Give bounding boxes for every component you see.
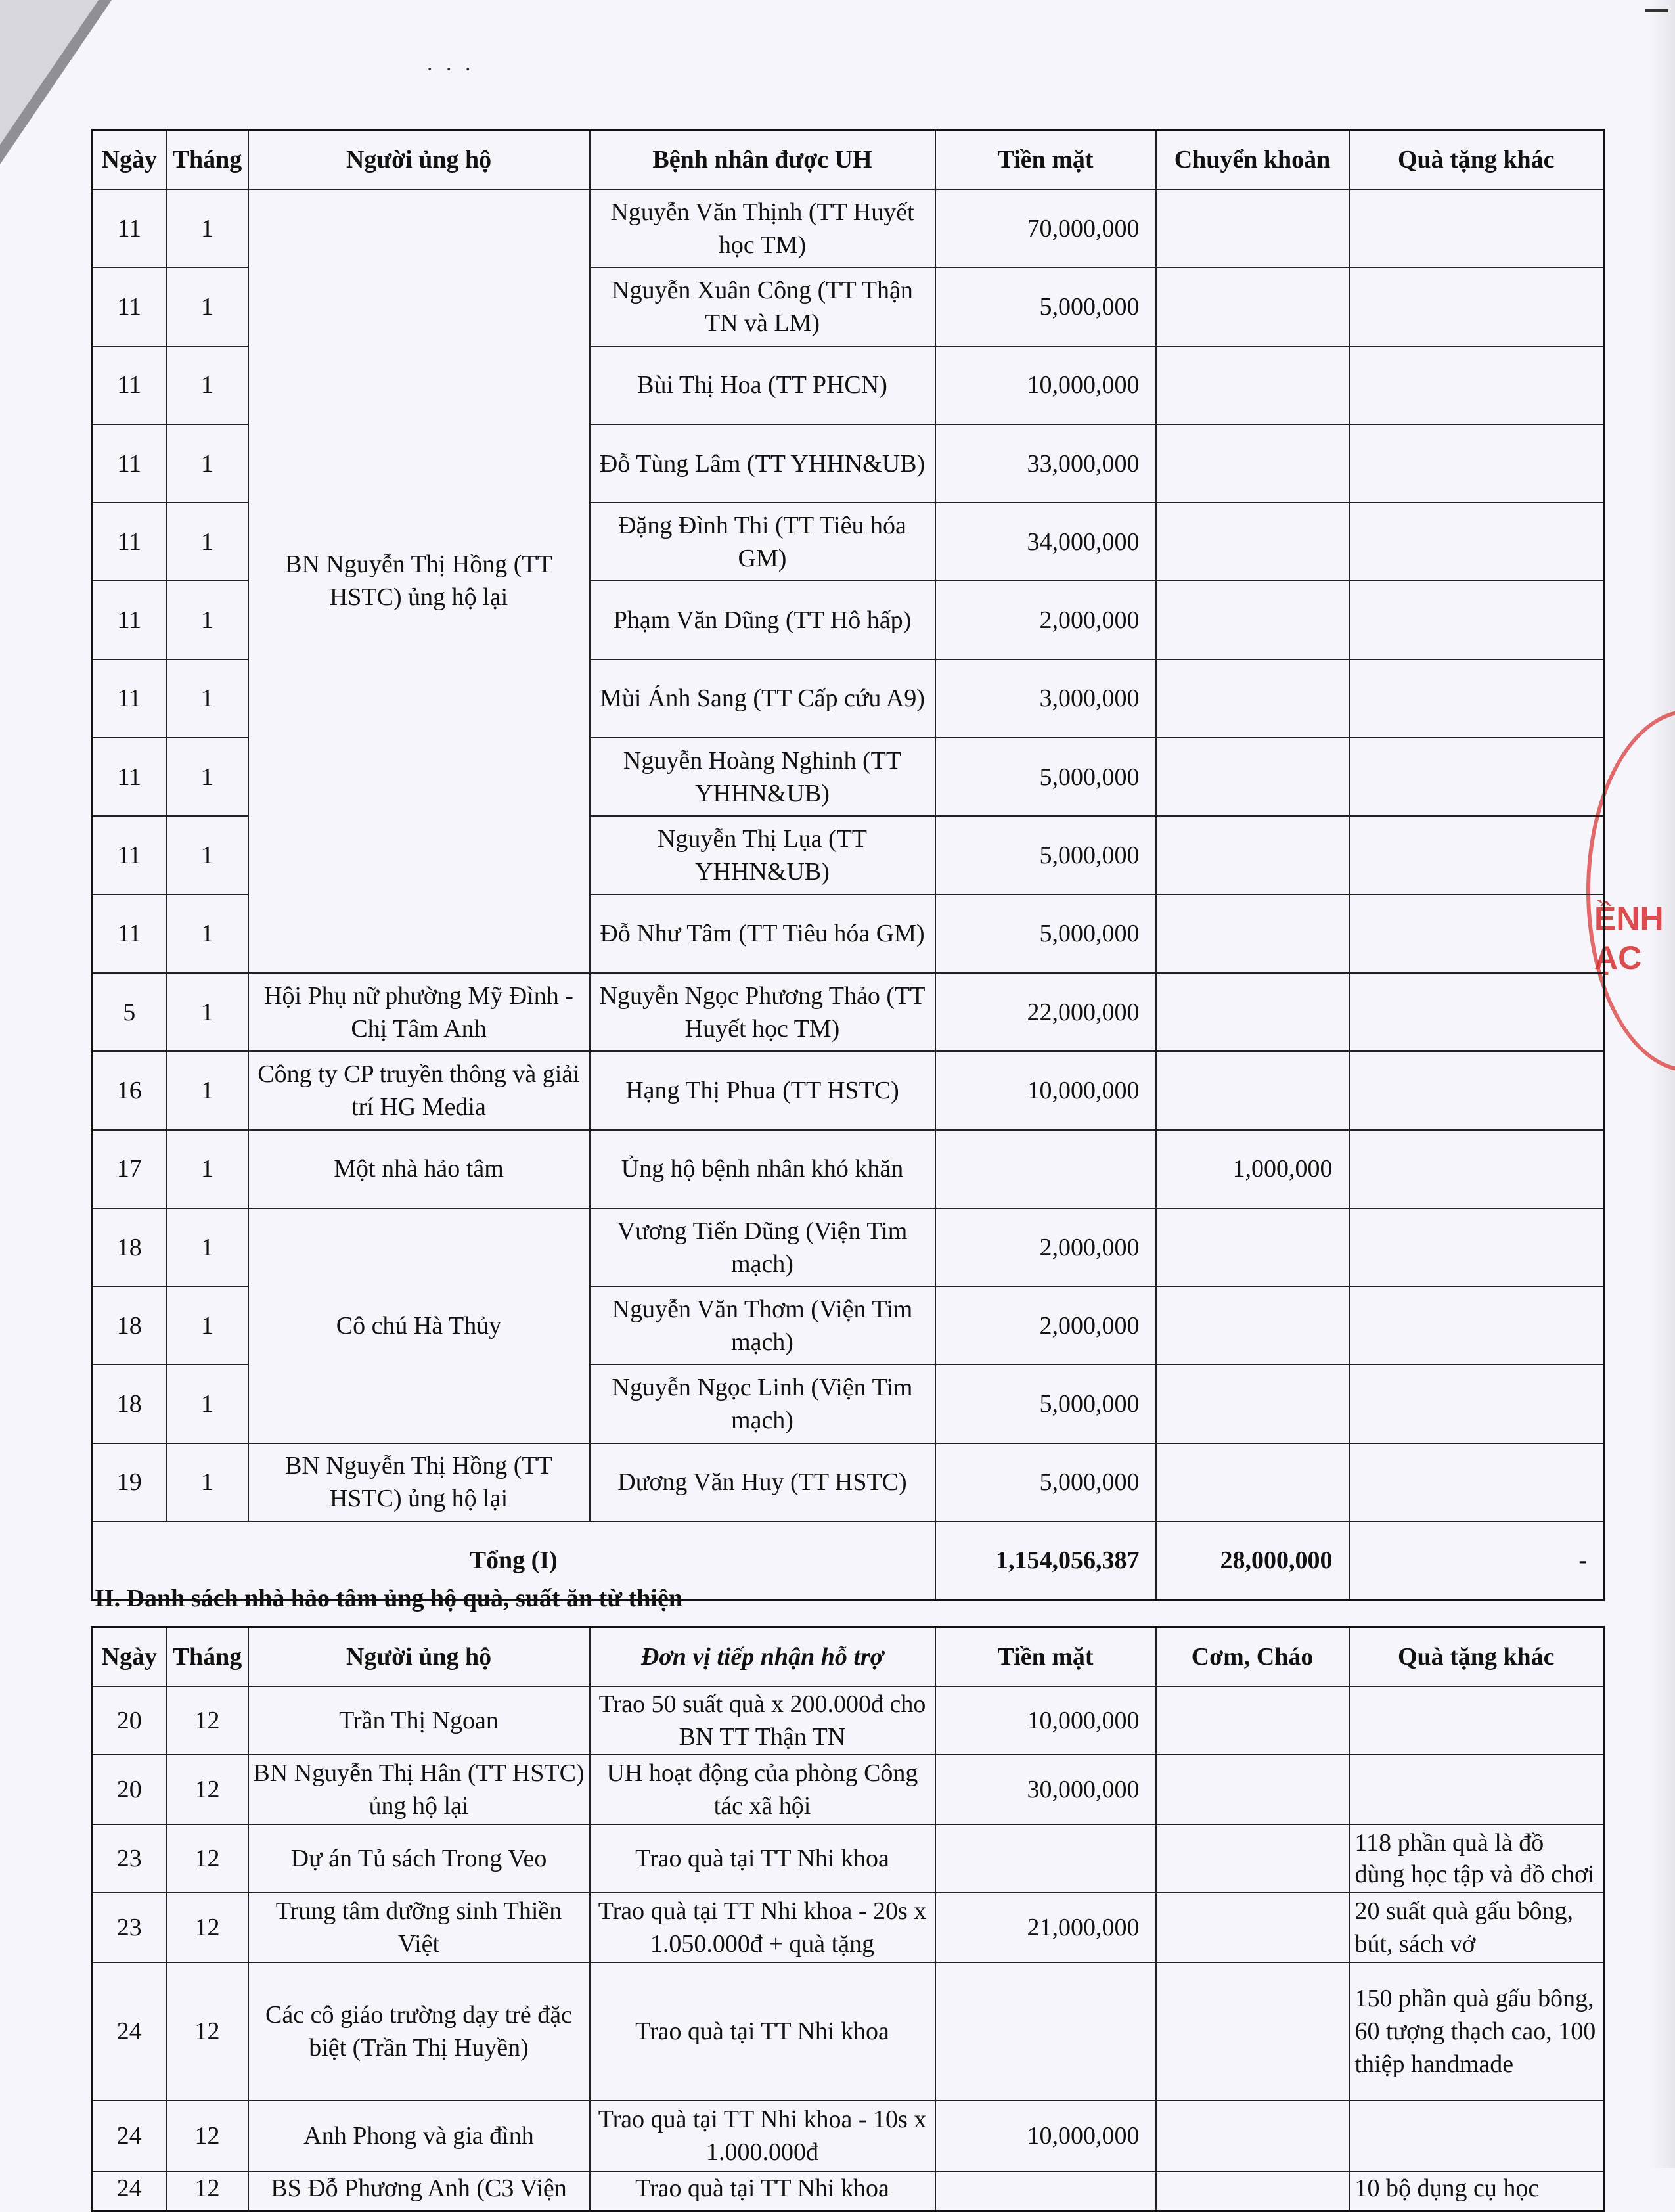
cell-month: 1 xyxy=(167,346,248,424)
cell-other xyxy=(1349,973,1604,1051)
cell-cash: 10,000,000 xyxy=(935,1686,1156,1755)
total-other: - xyxy=(1349,1522,1604,1600)
cell-meals xyxy=(1156,2171,1349,2211)
cell-other xyxy=(1349,1686,1604,1755)
cell-month: 12 xyxy=(167,1893,248,1962)
cell-patient: Đỗ Như Tâm (TT Tiêu hóa GM) xyxy=(590,895,935,973)
cell-day: 23 xyxy=(92,1824,167,1893)
scan-edge-mark xyxy=(1645,9,1668,12)
cell-month: 1 xyxy=(167,816,248,894)
cell-other xyxy=(1349,503,1604,581)
table-row xyxy=(92,189,1604,267)
cell-other xyxy=(1349,346,1604,424)
cell-month: 1 xyxy=(167,1051,248,1129)
col-header-donor: Người ủng hộ xyxy=(248,1627,590,1687)
table-row xyxy=(92,1443,1604,1522)
cell-transfer xyxy=(1156,189,1349,267)
cell-cash xyxy=(935,2171,1156,2211)
cell-patient: Nguyễn Hoàng Nghinh (TT YHHN&UB) xyxy=(590,738,935,816)
section-2-title: II. Danh sách nhà hảo tâm ủng hộ quà, suất ăn từ thiện xyxy=(95,1585,682,1612)
col-header-donor: Người ủng hộ xyxy=(248,130,590,190)
cell-cash: 10,000,000 xyxy=(935,346,1156,424)
cell-receiving-unit: Trao quà tại TT Nhi khoa - 20s x 1.050.000đ + quà tặng xyxy=(590,1893,935,1962)
cell-day: 17 xyxy=(92,1130,167,1208)
cell-receiving-unit: Trao quà tại TT Nhi khoa xyxy=(590,2171,935,2211)
cell-donor: Trung tâm dưỡng sinh Thiền Việt xyxy=(248,1893,590,1962)
cell-other xyxy=(1349,1443,1604,1522)
cell-day: 11 xyxy=(92,503,167,581)
cell-day: 11 xyxy=(92,738,167,816)
cell-patient: Nguyễn Ngọc Linh (Viện Tim mạch) xyxy=(590,1365,935,1443)
cell-day: 11 xyxy=(92,581,167,659)
table-header-row xyxy=(92,1627,1604,1687)
cell-cash: 30,000,000 xyxy=(935,1755,1156,1824)
cell-donor: Các cô giáo trường dạy trẻ đặc biệt (Trần Thị Huyền) xyxy=(248,1962,590,2100)
cell-patient: Nguyễn Văn Thịnh (TT Huyết học TM) xyxy=(590,189,935,267)
cell-donor: Trần Thị Ngoan xyxy=(248,1686,590,1755)
cell-day: 18 xyxy=(92,1286,167,1365)
cell-receiving-unit: Trao 50 suất quà x 200.000đ cho BN TT Thận TN xyxy=(590,1686,935,1755)
cell-transfer xyxy=(1156,1443,1349,1522)
cell-day: 19 xyxy=(92,1443,167,1522)
scan-edge-shadow xyxy=(1649,0,1675,2168)
cell-day: 11 xyxy=(92,660,167,738)
cell-patient: Nguyễn Văn Thơm (Viện Tim mạch) xyxy=(590,1286,935,1365)
table-row xyxy=(92,1208,1604,1286)
col-header-patient: Bệnh nhân được UH xyxy=(590,130,935,190)
cell-month: 1 xyxy=(167,660,248,738)
cell-receiving-unit: Trao quà tại TT Nhi khoa - 10s x 1.000.000đ xyxy=(590,2100,935,2171)
cell-other: 150 phần quà gấu bông, 60 tượng thạch cao, 100 thiệp handmade xyxy=(1349,1962,1604,2100)
cell-other xyxy=(1349,816,1604,894)
cell-cash: 21,000,000 xyxy=(935,1893,1156,1962)
cell-other: 10 bộ dụng cụ học xyxy=(1349,2171,1604,2211)
cell-patient: Dương Văn Huy (TT HSTC) xyxy=(590,1443,935,1522)
cell-transfer xyxy=(1156,267,1349,346)
cell-patient: Đặng Đình Thi (TT Tiêu hóa GM) xyxy=(590,503,935,581)
cell-month: 1 xyxy=(167,1130,248,1208)
cell-day: 11 xyxy=(92,267,167,346)
cell-transfer xyxy=(1156,816,1349,894)
total-cash: 1,154,056,387 xyxy=(935,1522,1156,1600)
cell-meals xyxy=(1156,1893,1349,1962)
cell-month: 1 xyxy=(167,1443,248,1522)
table-row xyxy=(92,1130,1604,1208)
cell-day: 20 xyxy=(92,1755,167,1824)
cell-day: 11 xyxy=(92,424,167,503)
scan-artifact: . . . xyxy=(427,51,475,76)
cell-month: 12 xyxy=(167,1686,248,1755)
total-transfer: 28,000,000 xyxy=(1156,1522,1349,1600)
cell-other xyxy=(1349,1051,1604,1129)
cell-patient: Bùi Thị Hoa (TT PHCN) xyxy=(590,346,935,424)
cell-cash: 2,000,000 xyxy=(935,1208,1156,1286)
cell-cash xyxy=(935,1962,1156,2100)
cell-transfer xyxy=(1156,1286,1349,1365)
cell-receiving-unit: Trao quà tại TT Nhi khoa xyxy=(590,1962,935,2100)
cell-donor: BN Nguyễn Thị Hồng (TT HSTC) ủng hộ lại xyxy=(248,189,590,973)
cell-other xyxy=(1349,1286,1604,1365)
cell-meals xyxy=(1156,1824,1349,1893)
col-header-transfer: Chuyển khoản xyxy=(1156,130,1349,190)
cell-month: 1 xyxy=(167,503,248,581)
table-row xyxy=(92,1686,1604,1755)
cell-month: 12 xyxy=(167,2171,248,2211)
cell-patient: Nguyễn Xuân Công (TT Thận TN và LM) xyxy=(590,267,935,346)
cell-other xyxy=(1349,424,1604,503)
cell-meals xyxy=(1156,1686,1349,1755)
cell-transfer xyxy=(1156,503,1349,581)
cell-donor: BS Đỗ Phương Anh (C3 Viện xyxy=(248,2171,590,2211)
col-header-other-gifts: Quà tặng khác xyxy=(1349,130,1604,190)
cell-other xyxy=(1349,2100,1604,2171)
table-row xyxy=(92,973,1604,1051)
cell-day: 20 xyxy=(92,1686,167,1755)
cell-month: 1 xyxy=(167,895,248,973)
cell-patient: Phạm Văn Dũng (TT Hô hấp) xyxy=(590,581,935,659)
cell-other: 20 suất quà gấu bông, bút, sách vở xyxy=(1349,1893,1604,1962)
cell-cash: 2,000,000 xyxy=(935,581,1156,659)
cell-cash: 5,000,000 xyxy=(935,1443,1156,1522)
col-header-cash: Tiền mặt xyxy=(935,1627,1156,1687)
stamp-text-line1: ỀNH xyxy=(1594,900,1664,937)
cell-month: 1 xyxy=(167,738,248,816)
cell-other xyxy=(1349,189,1604,267)
cell-month: 12 xyxy=(167,2100,248,2171)
cell-meals xyxy=(1156,1755,1349,1824)
cell-patient: Đỗ Tùng Lâm (TT YHHN&UB) xyxy=(590,424,935,503)
cell-month: 1 xyxy=(167,424,248,503)
cell-cash: 5,000,000 xyxy=(935,895,1156,973)
cell-transfer xyxy=(1156,424,1349,503)
cell-donor: Công ty CP truyền thông và giải trí HG Media xyxy=(248,1051,590,1129)
cell-cash: 10,000,000 xyxy=(935,1051,1156,1129)
cell-cash: 22,000,000 xyxy=(935,973,1156,1051)
cell-month: 12 xyxy=(167,1962,248,2100)
stamp-text-line2: ẠC xyxy=(1594,939,1642,976)
table-row xyxy=(92,1051,1604,1129)
col-header-month: Tháng xyxy=(167,1627,248,1687)
cell-transfer xyxy=(1156,895,1349,973)
col-header-cash: Tiền mặt xyxy=(935,130,1156,190)
cell-cash: 3,000,000 xyxy=(935,660,1156,738)
cell-cash xyxy=(935,1824,1156,1893)
cell-cash: 5,000,000 xyxy=(935,738,1156,816)
cell-cash: 70,000,000 xyxy=(935,189,1156,267)
cell-donor: Một nhà hảo tâm xyxy=(248,1130,590,1208)
table-row xyxy=(92,1893,1604,1962)
cell-patient: Mùi Ánh Sang (TT Cấp cứu A9) xyxy=(590,660,935,738)
cell-other xyxy=(1349,1130,1604,1208)
cell-transfer xyxy=(1156,1365,1349,1443)
cell-transfer xyxy=(1156,346,1349,424)
cell-cash xyxy=(935,1130,1156,1208)
cell-cash: 5,000,000 xyxy=(935,267,1156,346)
cell-meals xyxy=(1156,2100,1349,2171)
cell-transfer xyxy=(1156,738,1349,816)
cell-other xyxy=(1349,1208,1604,1286)
table-row xyxy=(92,1962,1604,2100)
col-header-other-gifts: Quà tặng khác xyxy=(1349,1627,1604,1687)
table-header-row xyxy=(92,130,1604,190)
cell-donor: BN Nguyễn Thị Hân (TT HSTC) ủng hộ lại xyxy=(248,1755,590,1824)
cell-donor: Dự án Tủ sách Trong Veo xyxy=(248,1824,590,1893)
cell-transfer xyxy=(1156,1208,1349,1286)
table-row xyxy=(92,1755,1604,1824)
cell-receiving-unit: Trao quà tại TT Nhi khoa xyxy=(590,1824,935,1893)
cell-day: 16 xyxy=(92,1051,167,1129)
cell-day: 24 xyxy=(92,2171,167,2211)
cell-cash: 2,000,000 xyxy=(935,1286,1156,1365)
cell-other xyxy=(1349,1755,1604,1824)
cell-donor: BN Nguyễn Thị Hồng (TT HSTC) ủng hộ lại xyxy=(248,1443,590,1522)
cell-other xyxy=(1349,1365,1604,1443)
cell-other xyxy=(1349,581,1604,659)
cell-cash: 34,000,000 xyxy=(935,503,1156,581)
cell-other xyxy=(1349,267,1604,346)
col-header-receiving-unit: Đơn vị tiếp nhận hỗ trợ xyxy=(590,1627,935,1687)
donation-table-patients xyxy=(91,129,1605,1601)
cell-donor: Cô chú Hà Thủy xyxy=(248,1208,590,1443)
cell-day: 11 xyxy=(92,895,167,973)
cell-day: 11 xyxy=(92,816,167,894)
cell-day: 24 xyxy=(92,2100,167,2171)
cell-day: 24 xyxy=(92,1962,167,2100)
cell-patient: Hạng Thị Phua (TT HSTC) xyxy=(590,1051,935,1129)
cell-day: 18 xyxy=(92,1208,167,1286)
cell-donor: Anh Phong và gia đình xyxy=(248,2100,590,2171)
total-label: Tổng (I) xyxy=(92,1522,935,1600)
page-corner-fold-inner xyxy=(0,0,99,145)
cell-month: 1 xyxy=(167,267,248,346)
cell-patient: Vương Tiến Dũng (Viện Tim mạch) xyxy=(590,1208,935,1286)
cell-month: 12 xyxy=(167,1824,248,1893)
cell-day: 11 xyxy=(92,189,167,267)
cell-transfer: 1,000,000 xyxy=(1156,1130,1349,1208)
cell-other xyxy=(1349,895,1604,973)
cell-donor: Hội Phụ nữ phường Mỹ Đình - Chị Tâm Anh xyxy=(248,973,590,1051)
cell-other xyxy=(1349,660,1604,738)
cell-other: 118 phần quà là đồ dùng học tập và đồ chơi xyxy=(1349,1824,1604,1893)
donation-table-gifts xyxy=(91,1626,1605,2212)
cell-month: 1 xyxy=(167,1286,248,1365)
cell-cash: 10,000,000 xyxy=(935,2100,1156,2171)
col-header-meals: Cơm, Cháo xyxy=(1156,1627,1349,1687)
cell-month: 1 xyxy=(167,1208,248,1286)
cell-cash: 5,000,000 xyxy=(935,816,1156,894)
cell-transfer xyxy=(1156,1051,1349,1129)
cell-cash: 5,000,000 xyxy=(935,1365,1156,1443)
table-row xyxy=(92,1824,1604,1893)
cell-month: 1 xyxy=(167,973,248,1051)
cell-patient: Nguyễn Ngọc Phương Thảo (TT Huyết học TM) xyxy=(590,973,935,1051)
table-row xyxy=(92,2100,1604,2171)
cell-day: 18 xyxy=(92,1365,167,1443)
col-header-day: Ngày xyxy=(92,130,167,190)
cell-patient: Nguyễn Thị Lụa (TT YHHN&UB) xyxy=(590,816,935,894)
cell-day: 23 xyxy=(92,1893,167,1962)
cell-month: 1 xyxy=(167,581,248,659)
cell-day: 5 xyxy=(92,973,167,1051)
cell-other xyxy=(1349,738,1604,816)
cell-transfer xyxy=(1156,973,1349,1051)
col-header-day: Ngày xyxy=(92,1627,167,1687)
cell-receiving-unit: UH hoạt động của phòng Công tác xã hội xyxy=(590,1755,935,1824)
col-header-month: Tháng xyxy=(167,130,248,190)
cell-month: 1 xyxy=(167,189,248,267)
cell-transfer xyxy=(1156,581,1349,659)
cell-cash: 33,000,000 xyxy=(935,424,1156,503)
cell-transfer xyxy=(1156,660,1349,738)
cell-month: 1 xyxy=(167,1365,248,1443)
cell-month: 12 xyxy=(167,1755,248,1824)
cell-patient: Ủng hộ bệnh nhân khó khăn xyxy=(590,1130,935,1208)
cell-meals xyxy=(1156,1962,1349,2100)
cell-day: 11 xyxy=(92,346,167,424)
table-row xyxy=(92,2171,1604,2211)
